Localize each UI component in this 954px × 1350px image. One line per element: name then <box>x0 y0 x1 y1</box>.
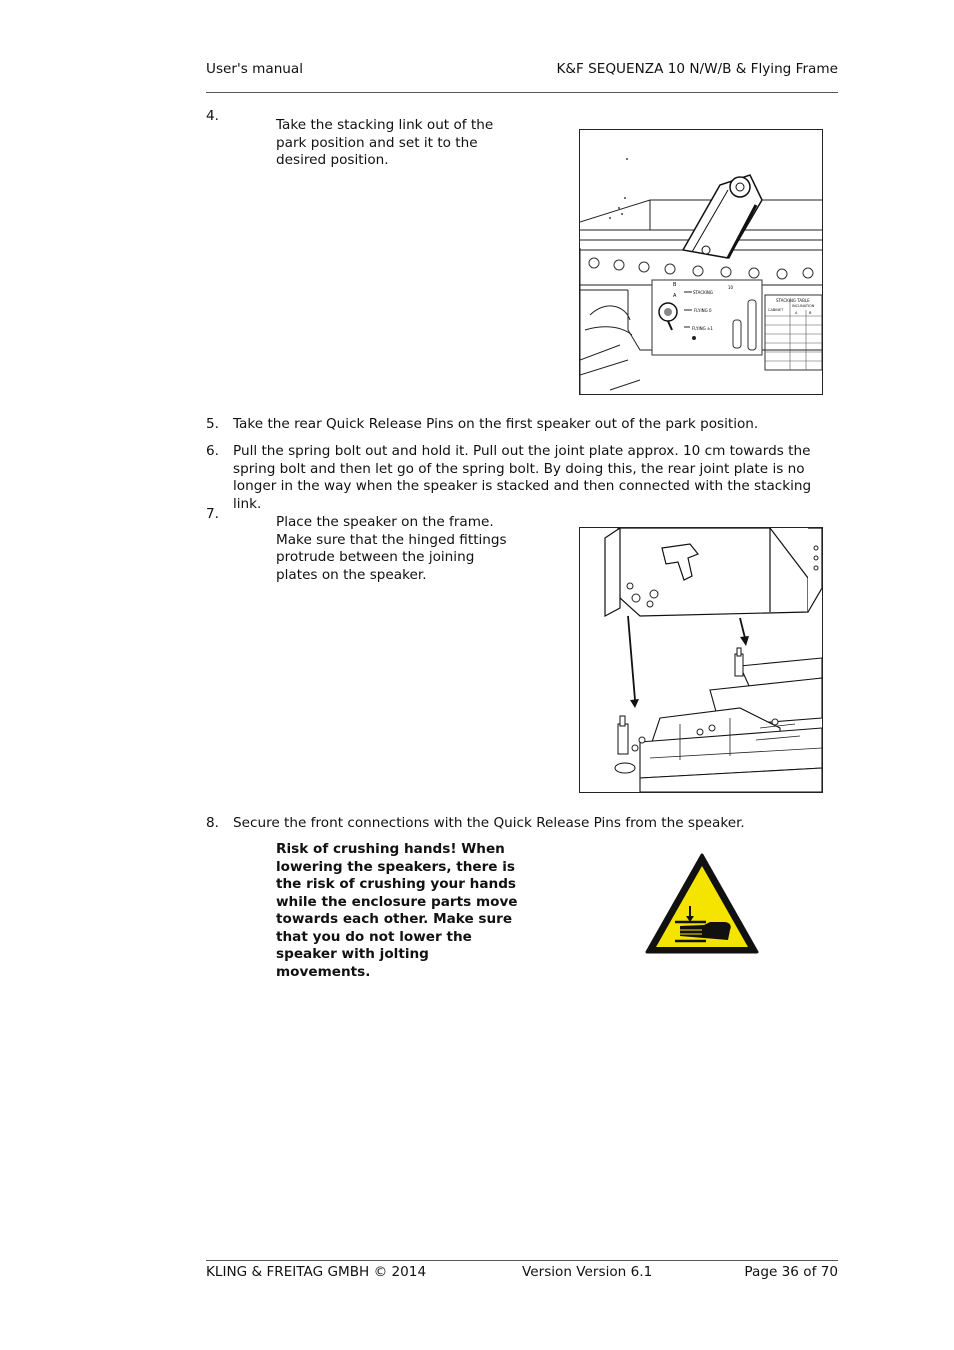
label-stacking-num: 10 <box>728 285 734 290</box>
footer-right: Page 36 of 70 <box>744 1264 838 1280</box>
crushing-warning-text: Risk of crushing hands! When lowering the speakers, there is the risk of crushing your hands while the enclosure parts move towards each other. Make sure that you do not lower the speaker with jolting movements. <box>276 841 518 980</box>
label-flying-0: FLYING 0 <box>694 308 712 313</box>
label-a: A <box>673 293 677 299</box>
step-4-text: Take the stacking link out of the park position and set it to the desired position. <box>276 117 494 168</box>
header-rule <box>206 92 838 93</box>
step-5-text: Take the rear Quick Release Pins on the first speaker out of the park position. <box>233 416 759 432</box>
table-col-b: B <box>809 311 812 315</box>
stacking-link-figure <box>579 129 823 395</box>
stacking-table-title: STACKING TABLE <box>776 298 810 303</box>
table-col-inclination: INCLINATION <box>792 304 815 308</box>
step-6-number: 6. <box>206 443 219 459</box>
label-b: B <box>673 282 677 288</box>
footer-rule <box>206 1260 838 1261</box>
header-left: User's manual <box>206 61 304 77</box>
step-6-text: Pull the spring bolt out and hold it. Pull out the joint plate approx. 10 cm towards the spring bolt and then let go of the spring bolt. By doing this, the rear joint plate is no longer in the way when the speaker is stacked and then connected with the stacking link. <box>233 443 812 512</box>
step-7-text: Place the speaker on the frame. Make sure that the hinged fittings protrude between the joining plates on the speaker. <box>276 514 507 583</box>
table-col-a: A <box>795 311 798 315</box>
label-stacking: STACKING <box>693 290 714 295</box>
step-5-number: 5. <box>206 416 219 432</box>
header-right: K&F SEQUENZA 10 N/W/B & Flying Frame <box>556 61 838 77</box>
footer-left: KLING & FREITAG GMBH © 2014 <box>206 1264 427 1280</box>
crush-hazard-icon <box>644 852 760 956</box>
step-7-number: 7. <box>206 506 219 522</box>
step-4-number: 4. <box>206 108 219 124</box>
speaker-placement-figure <box>579 527 823 793</box>
label-flying-1: FLYING ±1 <box>692 326 713 331</box>
step-8-text: Secure the front connections with the Quick Release Pins from the speaker. <box>233 815 745 831</box>
table-col-cabinet: CABINET <box>768 308 784 312</box>
speaker-placement-illustration <box>580 528 822 792</box>
footer-center: Version Version 6.1 <box>522 1264 653 1280</box>
step-8-number: 8. <box>206 815 219 831</box>
stacking-link-illustration <box>580 130 822 394</box>
